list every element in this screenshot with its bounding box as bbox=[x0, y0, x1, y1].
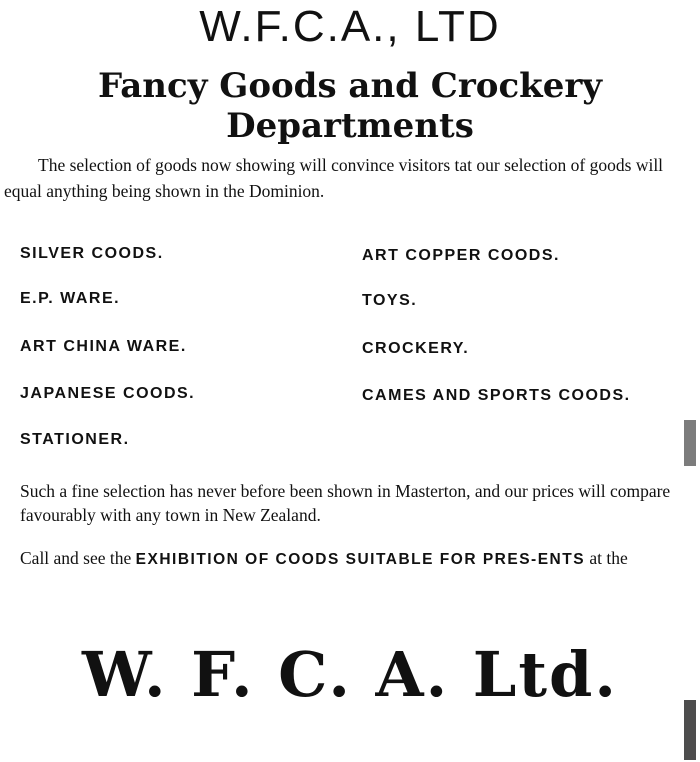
goods-item-toys: TOYS. bbox=[362, 292, 418, 309]
scan-edge-mark bbox=[684, 700, 696, 760]
exhibition-lead-text: Call and see the bbox=[20, 548, 136, 568]
goods-item-japanese: JAPANESE COODS. bbox=[20, 385, 196, 402]
scan-edge-mark bbox=[684, 420, 696, 466]
goods-item-crockery: CROCKERY. bbox=[362, 340, 470, 357]
goods-item-art-china: ART CHINA WARE. bbox=[20, 338, 187, 355]
department-heading: Fancy Goods and Crockery Departments bbox=[97, 66, 603, 146]
company-signature: W. F. C. A. Ltd. bbox=[82, 638, 618, 711]
intro-paragraph: The selection of goods now showing will convince visitors tat our selection of goods will equal anything being shown in the Dominion. bbox=[4, 155, 664, 201]
goods-item-art-copper: ART COPPER COODS. bbox=[362, 247, 560, 264]
exhibition-paragraph bbox=[20, 546, 685, 572]
selection-paragraph: Such a fine selection has never before been shown in Masterton, and our prices will compare favourably with any town in New Zealand. bbox=[20, 481, 671, 525]
company-title: W.F.C.A., LTD bbox=[199, 2, 501, 51]
goods-item-stationer: STATIONER. bbox=[20, 431, 130, 448]
exhibition-tail-text: at the bbox=[585, 548, 628, 568]
goods-item-games-sports: CAMES AND SPORTS COODS. bbox=[362, 387, 631, 404]
goods-item-silver: SILVER COODS. bbox=[20, 245, 164, 262]
exhibition-caps-text: EXHIBITION OF COODS SUITABLE FOR PRES-ENTS bbox=[135, 551, 586, 568]
goods-item-ep-ware: E.P. WARE. bbox=[20, 290, 121, 307]
